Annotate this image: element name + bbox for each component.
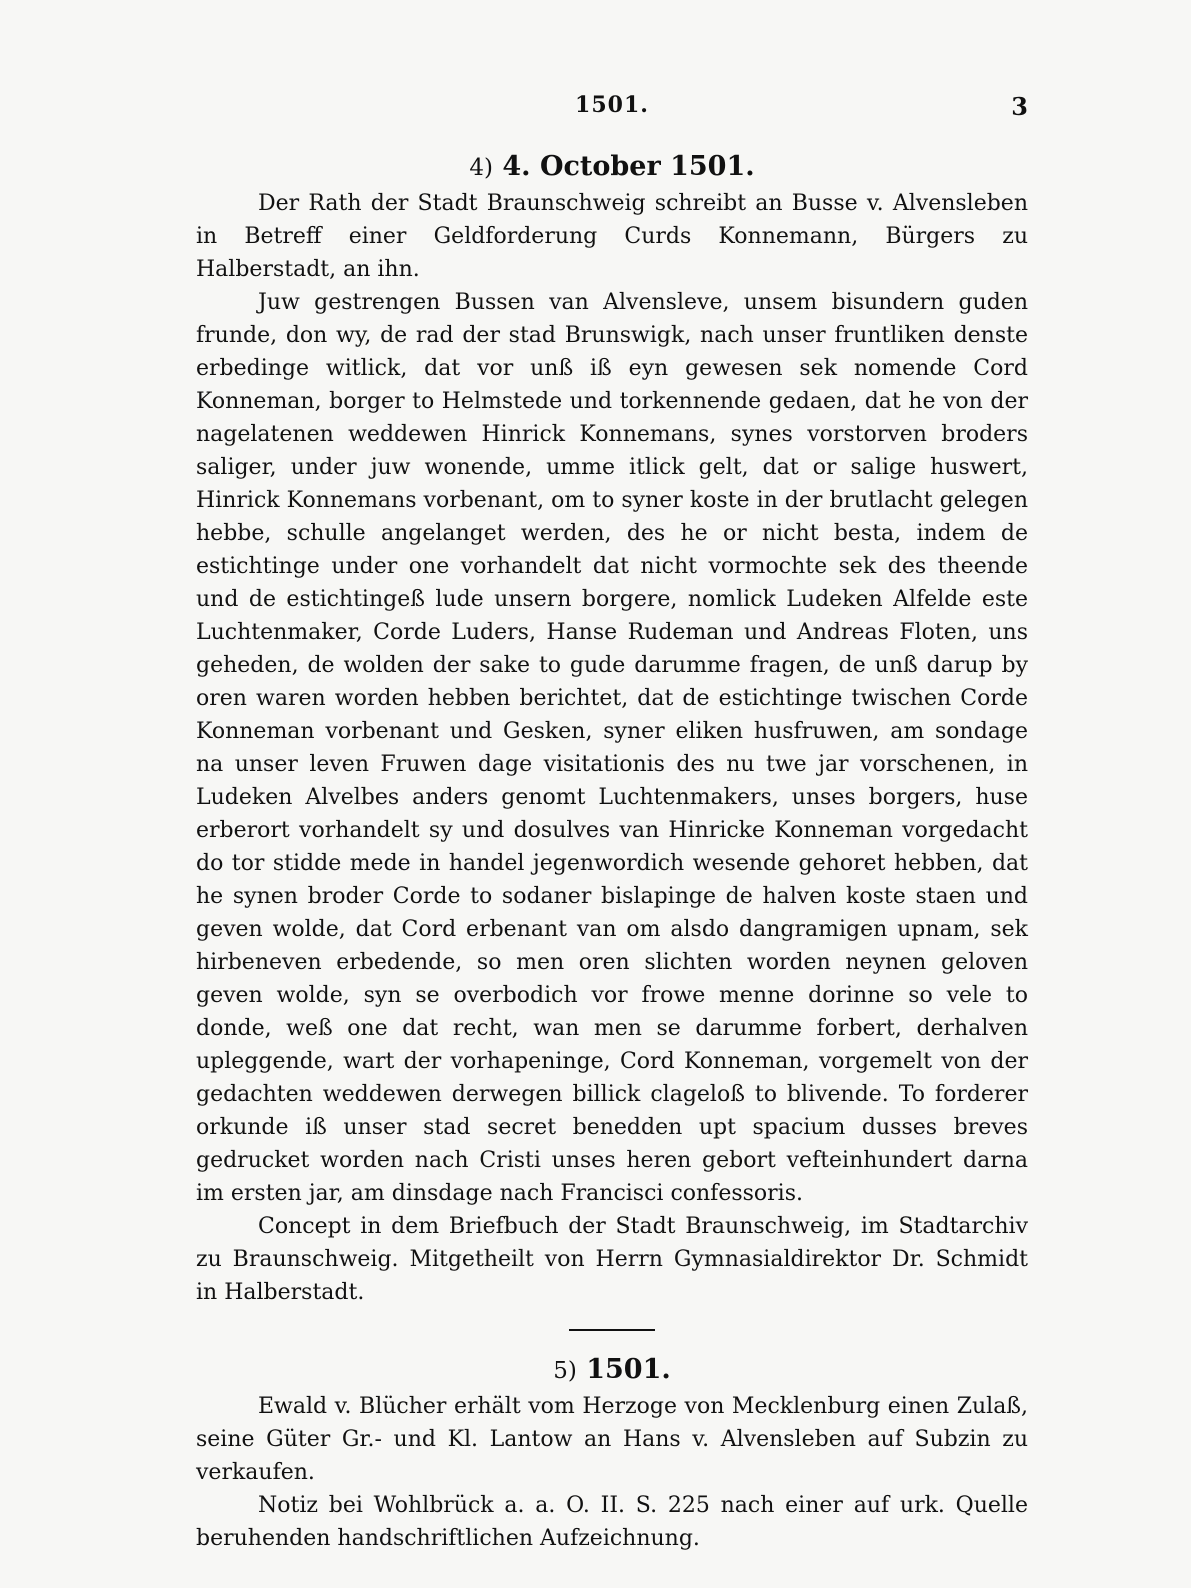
letter-text: Juw gestrengen Bussen van Alvensleve, unsem bisundern guden frunde, don wy, de rad der stad Brunswigk, nach unser fruntliken denste erbedinge witlick, dat vor unß iß eyn gewesen sek nomende Cord Konneman, borger to Helmstede und torkennende gedaen, dat he von der nagelatenen weddewen Hinrick Konnemans, synes vorstorven broders saliger, under juw wonende, umme itlick gelt, dat or salige huswert, Hinrick Konnemans vorbenant, om to syner koste in der brutlacht gelegen hebbe, schulle angelanget werden, des he or nicht besta, indem de estichtinge under one vorhandelt dat nicht vormochte sek des theende und de estichtingeß lude unsern borgere, nomlick Ludeken Alfelde este Luchtenmaker, Corde Luders, Hanse Rudeman und Andreas Floten, uns geheden, de wolden der sake to gude darumme fragen, de unß darup by oren waren worden hebben berichtet, dat de estichtinge twischen Corde Konneman vorbenant und Gesken, syner eliken husfruwen, am sondage na unser leven Fruwen dage visitationis des nu twe jar vorschenen, in Ludeken Alvelbes anders genomt Luchtenmakers, unses borgers, huse erberort vorhandelt sy und dosulves van Hinricke Konneman vorgedacht do tor stidde mede in handel jegenwordich wesende gehoret hebben, dat he synen broder Corde to sodaner bislapinge de halven koste staen und geven wolde, dat Cord erbenant van om alsdo dangramigen upnam, sek hirbeneven erbedende, so men oren slichten worden neynen geloven geven wolde, syn se overbodich vor frowe menne dorinne so vele to donde, weß one dat recht, wan men se darumme forbert, derhalven upleggende, wart der vorhapeninge, Cord Konneman, vorgemelt von der gedachten weddewen derwegen billick clageloß to blivende. To forderer orkunde iß unser stad secret benedden upt spacium dusses breves gedrucket worden nach Cristi unses heren gebort vefteinhundert darna im ersten jar, am dinsdage nach Francisci confessoris. xyxy=(196,290,1028,1206)
entry-4 xyxy=(196,150,1028,1309)
entry-summary: Der Rath der Stadt Braunschweig schreibt an Busse v. Alvensleben in Betreff einer Geldforderung Curds Konnemann, Bürgers zu Halberstadt, an ihn. xyxy=(196,191,1028,282)
entry-5 xyxy=(196,1353,1028,1555)
entry-number: 4) xyxy=(469,155,493,181)
entry-date: 4. October 1501. xyxy=(502,151,755,182)
page-number: 3 xyxy=(1011,92,1028,121)
running-head: 1501. xyxy=(575,92,649,118)
page-content xyxy=(196,150,1028,1555)
source-note: Concept in dem Briefbuch der Stadt Braunschweig, im Stadtarchiv zu Braunschweig. Mitgetheilt von Herrn Gymnasialdirektor Dr. Schmidt in Halberstadt. xyxy=(196,1214,1028,1305)
entry-summary: Ewald v. Blücher erhält vom Herzoge von Mecklenburg einen Zulaß, seine Güter Gr.- und Kl. Lantow an Hans v. Alvensleben auf Subzin zu verkaufen. xyxy=(196,1394,1028,1485)
entry-heading xyxy=(196,150,1028,185)
entry-date: 1501. xyxy=(586,1354,671,1385)
section-divider xyxy=(569,1329,655,1331)
entry-heading xyxy=(196,1353,1028,1388)
page-header xyxy=(196,92,1028,126)
entry-number: 5) xyxy=(553,1358,577,1384)
source-note: Notiz bei Wohlbrück a. a. O. II. S. 225 nach einer auf urk. Quelle beruhenden handschriftlichen Aufzeichnung. xyxy=(196,1493,1028,1551)
